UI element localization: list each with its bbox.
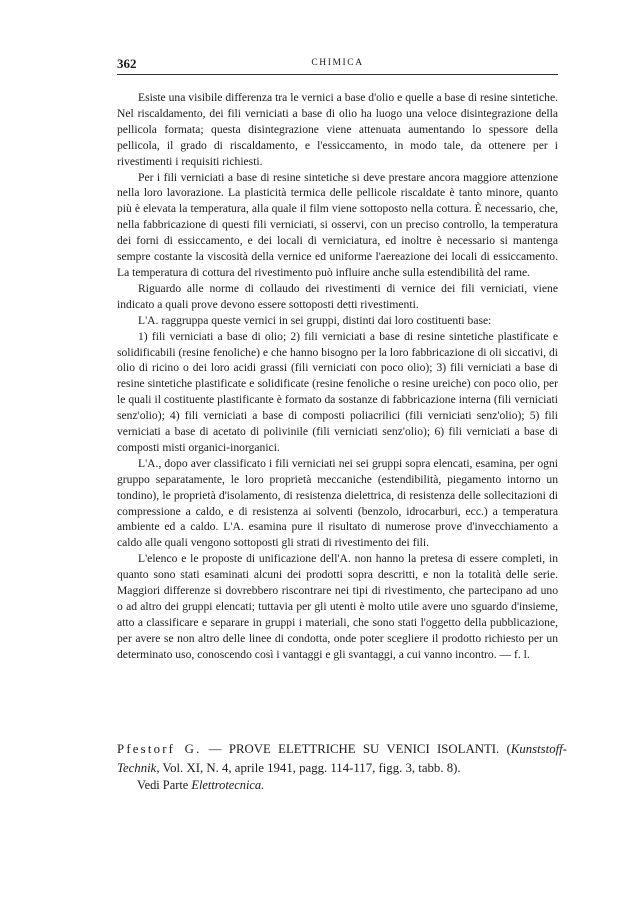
citation: [117, 740, 567, 777]
paragraph-2: Per i fili verniciati a base di resine sintetiche si deve prestare ancora maggiore attenzione nella loro lavorazione. La plasticità termica delle pellicole riscaldate è tanto minore, quanto più è elevata la temperatura, alla quale il film viene sottoposto nella cottura. È necessario, che, nella fabbricazione di questi fili verniciati, si osservi, con un preciso controllo, la temperatura dei forni di essiccamento, e dei locali di verniciatura, ed inoltre è necessario si mantenga sempre costante la viscosità della vernice ed uniforme l'aereazione dei locali di essiccamento. La temperatura di cottura del rivestimento può influire anche sulla estendibilità del rame.: [117, 170, 558, 279]
group-list-paragraph: 1) fili verniciati a base di olio; 2) fili verniciati a base di resine sintetiche plastificate e solidificabili (resine fenoliche) e che hanno bisogno per la loro fabbricazione di oli siccativi, di olio di ricino o dei loro acidi grassi (fili verniciati con poco olio); 3) fili verniciati a base di resine sintetiche plastificate e solidificate (resine fenoliche o resine ureiche) con poco olio, per le quali il costituente plastificante è formato da sostanze di fabbricazione interna (fili verniciati senz'olio); 4) fili verniciati a base di composti poliacrilici (fili verniciati senz'olio); 5) fili verniciati a base di acetato di polivinile (fili verniciati senz'olio); 6) fili verniciati a base di composti misti organici-inorganici.: [117, 329, 558, 454]
page-number: 362: [117, 56, 137, 71]
see-also-note: [137, 778, 264, 793]
page-header: [117, 56, 558, 72]
citation-details: , Vol. XI, N. 4, aprile 1941, pagg. 114-117, figg. 3, tabb. 8).: [156, 760, 461, 775]
header-rule: [117, 74, 558, 75]
paragraph-4: L'A. raggruppa queste vernici in sei gruppi, distinti dai loro costituenti base:: [138, 313, 492, 327]
paragraph-7: L'elenco e le proposte di unificazione dell'A. non hanno la pretesa di essere completi, in quanto sono stati esaminati alcuni dei prodotti sopra descritti, e non la totalità delle serie. Maggiori differenze si dovrebbero riscontrare nei tipi di rivestimento, che partecipano ad uno o ad altro dei gruppi elencati; tuttavia per gli utenti è molto utile avere uno sguardo d'insieme, atto a classificare e separare in gruppi i materiali, che sono stati l'oggetto della pubblicazione, per avere se non altro delle linee di condotta, onde poter scegliere il prodotto richiesto per un determinato uso, conoscendo così i vantaggi e gli svantaggi, a cui vanno incontro. — f. l.: [117, 552, 558, 661]
paragraph-1: Esiste una visibile differenza tra le vernici a base d'olio e quelle a base di resine sintetiche. Nel riscaldamento, dei fili verniciati a base di olio ha luogo una veloce disintegrazione della pellicola formata; questa disintegrazione viene attenuata aumentando lo spessore della pellicola, il grado di riscaldamento, e l'essiccamento, in modo tale, da ottenere per i rivestimenti i requisiti richiesti.: [117, 91, 558, 168]
see-also-section: Elettrotecnica.: [191, 778, 265, 792]
see-also-prefix: Vedi Parte: [137, 778, 192, 792]
citation-title: — PROVE ELETTRICHE SU VENICI ISOLANTI. (: [201, 742, 511, 756]
citation-author: Pfestorf G.: [117, 742, 202, 756]
body-text: [117, 90, 558, 663]
running-head: CHIMICA: [311, 58, 364, 68]
paragraph-6: L'A., dopo aver classificato i fili verniciati nei sei gruppi sopra elencati, esamina, per ogni gruppo separatamente, le loro proprietà meccaniche (estendibilità, piegamento intorno un tondino), le proprietà d'isolamento, di resistenza dielettrica, di resistenza delle sollecitazioni di compressione a caldo, e di resistenza ai solventi (benzolo, idrocarburi, ecc.) a temperatura ambiente ed a caldo. L'A. esamina pure il risultato di numerose prove d'invecchiamento a caldo alle quali vengono sottoposti gli strati di rivestimento dei fili.: [117, 456, 558, 550]
paragraph-3: Riguardo alle norme di collaudo dei rivestimenti di vernice dei fili verniciati, viene indicato a quali prove devono essere sottoposti detti rivestimenti.: [117, 281, 558, 311]
citation-journal: Kunststoff-Technik: [117, 742, 567, 775]
